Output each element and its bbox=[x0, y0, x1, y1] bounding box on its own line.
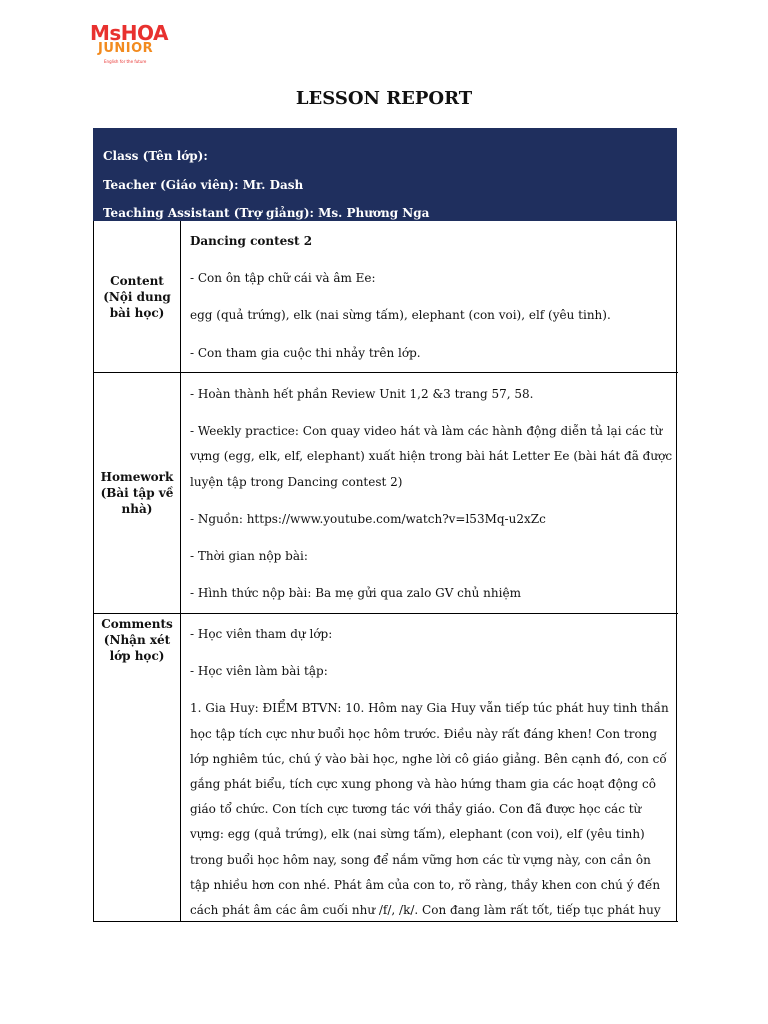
logo-brand-bottom: JUNIOR bbox=[98, 41, 154, 56]
content-row bbox=[94, 221, 678, 373]
comments-attendance: - Học viên tham dự lớp: bbox=[190, 627, 333, 641]
student-comment-line: giáo tổ chức. Con tích cực tương tác với thầy giáo. Con đã được học các từ bbox=[190, 802, 642, 817]
homework-row bbox=[94, 373, 678, 614]
student-comment-line: vựng: egg (quả trứng), elk (nai sừng tấm), elephant (con voi), elf (yêu tinh) bbox=[190, 827, 645, 842]
student-comment-line: 1. Gia Huy: ĐIỂM BTVN: 10. Hôm nay Gia Huy vẫn tiếp túc phát huy tinh thần bbox=[190, 701, 669, 716]
student-comment-line: gắng phát biểu, tích cực xung phong và hào hứng tham gia các hoạt động cô bbox=[190, 777, 656, 792]
report-table bbox=[93, 221, 677, 922]
student-comment-line: học tập tích cực như buổi học hôm trước. Điều này rất đáng khen! Con trong bbox=[190, 726, 658, 741]
lesson-heading: Dancing contest 2 bbox=[190, 234, 313, 248]
homework-source: - Nguồn: https://www.youtube.com/watch?v=l53Mq-u2xZc bbox=[190, 511, 546, 526]
comments-label: Comments (Nhận xét lớp học) bbox=[94, 614, 181, 921]
report-header bbox=[93, 128, 677, 221]
homework-weekly-2: vựng (egg, elk, elf, elephant) xuất hiện trong bài hát Letter Ee (bài hát đã được bbox=[190, 449, 673, 464]
content-label: Content (Nội dung bài học) bbox=[94, 221, 181, 372]
comments-row bbox=[94, 614, 678, 922]
logo-brand-top: MsHOA bbox=[90, 21, 168, 45]
brand-logo bbox=[90, 22, 180, 68]
student-comment-line: trong buổi học hôm nay, song để nắm vững hơn các từ vựng này, con cần ôn bbox=[190, 852, 651, 867]
student-comment-line: lớp nghiêm túc, chú ý vào bài học, nghe lời cô giáo giảng. Bên cạnh đó, con cố bbox=[190, 751, 667, 766]
homework-weekly-1: - Weekly practice: Con quay video hát và làm các hành động diễn tả lại các từ bbox=[190, 424, 663, 439]
content-body bbox=[181, 221, 678, 372]
student-comment-line: cách phát âm các âm cuối như /f/, /k/. Con đang làm rất tốt, tiếp tục phát huy bbox=[190, 903, 661, 918]
student-comment-line: tập nhiều hơn con nhé. Phát âm của con to, rõ ràng, thầy khen con chú ý đến bbox=[190, 877, 661, 892]
homework-complete: - Hoàn thành hết phần Review Unit 1,2 &3 trang 57, 58. bbox=[190, 387, 534, 401]
content-vocab: egg (quả trứng), elk (nai sừng tấm), elephant (con voi), elf (yêu tinh). bbox=[190, 308, 611, 323]
homework-weekly-3: luyện tập trong Dancing contest 2) bbox=[190, 474, 403, 489]
homework-method: - Hình thức nộp bài: Ba mẹ gửi qua zalo GV chủ nhiệm bbox=[190, 586, 521, 601]
comments-body bbox=[181, 614, 678, 921]
content-activity: - Con tham gia cuộc thi nhảy trên lớp. bbox=[190, 345, 421, 360]
comments-homework: - Học viên làm bài tập: bbox=[190, 664, 328, 679]
homework-deadline: - Thời gian nộp bài: bbox=[190, 549, 308, 564]
teacher-line: Teacher (Giáo viên): Mr. Dash bbox=[103, 177, 304, 192]
content-review: - Con ôn tập chữ cái và âm Ee: bbox=[190, 271, 376, 286]
class-line: Class (Tên lớp): bbox=[103, 149, 208, 163]
assistant-line: Teaching Assistant (Trợ giảng): Ms. Phương Nga bbox=[103, 206, 430, 220]
homework-body bbox=[181, 373, 678, 613]
homework-label: Homework (Bài tập về nhà) bbox=[94, 373, 181, 613]
page-title: LESSON REPORT bbox=[295, 88, 473, 109]
logo-tagline: English for the future bbox=[104, 59, 147, 64]
